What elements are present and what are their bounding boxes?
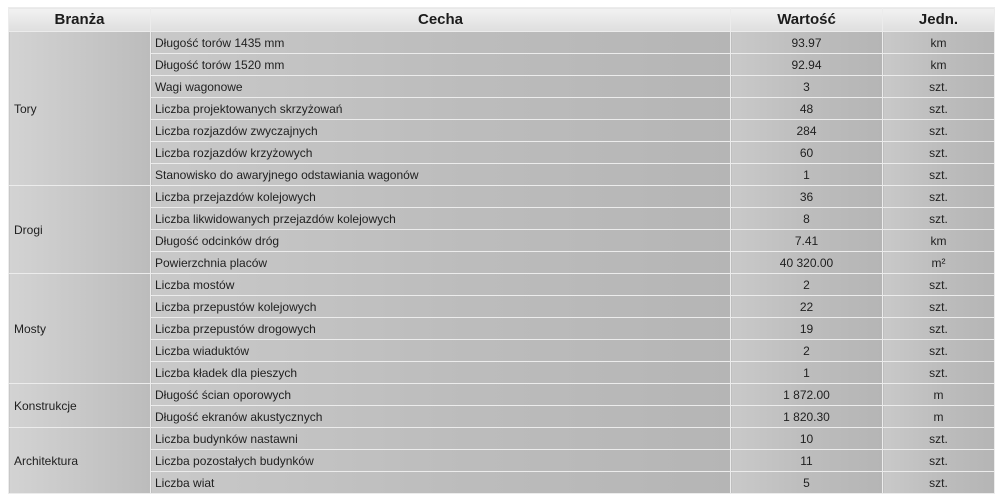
table-row	[9, 76, 995, 98]
jedn-cell: szt.	[883, 296, 995, 318]
group-name-cell: Konstrukcje	[9, 384, 151, 428]
data-table	[8, 7, 995, 494]
cecha-cell: Liczba przepustów drogowych	[151, 318, 731, 340]
wartosc-cell: 36	[731, 186, 883, 208]
table-row	[9, 296, 995, 318]
cecha-cell: Długość ścian oporowych	[151, 384, 731, 406]
cecha-cell: Liczba rozjazdów zwyczajnych	[151, 120, 731, 142]
jedn-cell: szt.	[883, 120, 995, 142]
wartosc-cell: 2	[731, 340, 883, 362]
cecha-cell: Liczba mostów	[151, 274, 731, 296]
cecha-cell: Długość ekranów akustycznych	[151, 406, 731, 428]
group-name-cell: Drogi	[9, 186, 151, 274]
wartosc-cell: 1	[731, 164, 883, 186]
table-row	[9, 428, 995, 450]
wartosc-cell: 93.97	[731, 32, 883, 54]
jedn-cell: km	[883, 54, 995, 76]
wartosc-cell: 22	[731, 296, 883, 318]
jedn-cell: m²	[883, 252, 995, 274]
cecha-cell: Liczba kładek dla pieszych	[151, 362, 731, 384]
table-row	[9, 230, 995, 252]
data-table-frame	[8, 7, 994, 497]
table-row	[9, 406, 995, 428]
table-row	[9, 384, 995, 406]
cecha-cell: Liczba wiaduktów	[151, 340, 731, 362]
cecha-cell: Długość torów 1435 mm	[151, 32, 731, 54]
jedn-cell: szt.	[883, 142, 995, 164]
table-row	[9, 318, 995, 340]
table-body	[9, 32, 995, 494]
jedn-cell: szt.	[883, 186, 995, 208]
wartosc-cell: 1 872.00	[731, 384, 883, 406]
header-row	[9, 8, 995, 32]
table-row	[9, 186, 995, 208]
table-row	[9, 142, 995, 164]
wartosc-cell: 40 320.00	[731, 252, 883, 274]
group-name-cell: Tory	[9, 32, 151, 186]
cecha-cell: Stanowisko do awaryjnego odstawiania wagonów	[151, 164, 731, 186]
group-name-cell: Mosty	[9, 274, 151, 384]
jedn-cell: szt.	[883, 318, 995, 340]
jedn-cell: szt.	[883, 340, 995, 362]
wartosc-cell: 19	[731, 318, 883, 340]
wartosc-cell: 5	[731, 472, 883, 494]
cecha-cell: Długość torów 1520 mm	[151, 54, 731, 76]
table-row	[9, 208, 995, 230]
wartosc-cell: 92.94	[731, 54, 883, 76]
table-row	[9, 450, 995, 472]
cecha-cell: Liczba likwidowanych przejazdów kolejowych	[151, 208, 731, 230]
jedn-cell: m	[883, 406, 995, 428]
cecha-cell: Liczba wiat	[151, 472, 731, 494]
table-row	[9, 98, 995, 120]
table-row	[9, 54, 995, 76]
group-name-cell: Architektura	[9, 428, 151, 494]
jedn-cell: szt.	[883, 362, 995, 384]
table-row	[9, 472, 995, 494]
jedn-cell: szt.	[883, 98, 995, 120]
table-row	[9, 340, 995, 362]
table-row	[9, 274, 995, 296]
wartosc-cell: 284	[731, 120, 883, 142]
wartosc-cell: 60	[731, 142, 883, 164]
jedn-cell: szt.	[883, 274, 995, 296]
jedn-cell: szt.	[883, 208, 995, 230]
wartosc-cell: 8	[731, 208, 883, 230]
cecha-cell: Liczba przepustów kolejowych	[151, 296, 731, 318]
wartosc-cell: 7.41	[731, 230, 883, 252]
jedn-cell: km	[883, 32, 995, 54]
cecha-cell: Liczba przejazdów kolejowych	[151, 186, 731, 208]
table-row	[9, 32, 995, 54]
jedn-cell: szt.	[883, 164, 995, 186]
header-wartosc: Wartość	[731, 8, 883, 32]
wartosc-cell: 3	[731, 76, 883, 98]
jedn-cell: szt.	[883, 76, 995, 98]
cecha-cell: Wagi wagonowe	[151, 76, 731, 98]
cecha-cell: Liczba projektowanych skrzyżowań	[151, 98, 731, 120]
cecha-cell: Liczba pozostałych budynków	[151, 450, 731, 472]
cecha-cell: Powierzchnia placów	[151, 252, 731, 274]
table-row	[9, 362, 995, 384]
wartosc-cell: 11	[731, 450, 883, 472]
wartosc-cell: 10	[731, 428, 883, 450]
cecha-cell: Liczba rozjazdów krzyżowych	[151, 142, 731, 164]
jedn-cell: km	[883, 230, 995, 252]
jedn-cell: szt.	[883, 450, 995, 472]
jedn-cell: szt.	[883, 472, 995, 494]
wartosc-cell: 2	[731, 274, 883, 296]
table-row	[9, 164, 995, 186]
header-jedn: Jedn.	[883, 8, 995, 32]
table-row	[9, 120, 995, 142]
table-row	[9, 252, 995, 274]
cecha-cell: Liczba budynków nastawni	[151, 428, 731, 450]
wartosc-cell: 1	[731, 362, 883, 384]
wartosc-cell: 1 820.30	[731, 406, 883, 428]
header-branza: Branża	[9, 8, 151, 32]
jedn-cell: m	[883, 384, 995, 406]
jedn-cell: szt.	[883, 428, 995, 450]
cecha-cell: Długość odcinków dróg	[151, 230, 731, 252]
header-cecha: Cecha	[151, 8, 731, 32]
wartosc-cell: 48	[731, 98, 883, 120]
